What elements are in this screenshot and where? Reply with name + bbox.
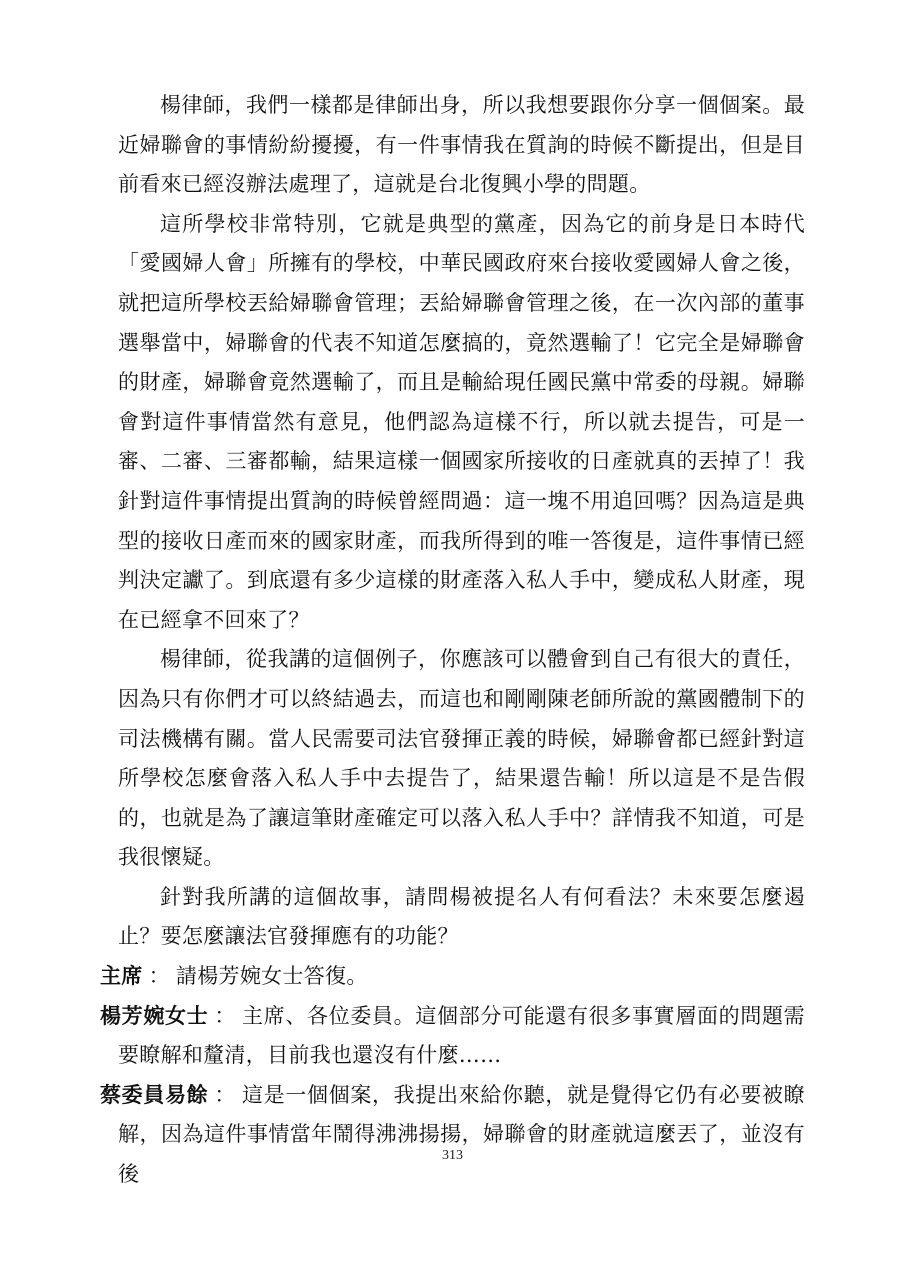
speaker-name: 楊芳婉女士 [100,1003,209,1028]
speech-legislator [100,1076,805,1195]
speech-chair [100,957,805,997]
paragraph-2: 這所學校非常特別，它就是典型的黨產，因為它的前身是日本時代「愛國婦人會」所擁有的學校，中華民國政府來台接收愛國婦人會之後，就把這所學校丟給婦聯會管理；丟給婦聯會管理之後，在一次內部的董事選舉當中，婦聯會的代表不知道怎麼搞的，竟然選輸了！它完全是婦聯會的財產，婦聯會竟然選輸了，而且是輸給現任國民黨中常委的母親。婦聯會對這件事情當然有意見，他們認為這樣不行，所以就去提告，可是一審、二審、三審都輸，結果這樣一個國家所接收的日產就真的丟掉了！我針對這件事情提出質詢的時候曾經問過：這一塊不用追回嗎？因為這是典型的接收日產而來的國家財產，而我所得到的唯一答復是，這件事情已經判決定讞了。到底還有多少這樣的財產落入私人手中，變成私人財產，現在已經拿不回來了？ [118,211,805,632]
speaker-name: 主席 [100,964,143,989]
speech-text: 請楊芳婉女士答復。 [175,964,368,989]
paragraph-1: 楊律師，我們一樣都是律師出身，所以我想要跟你分享一個個案。最近婦聯會的事情紛紛擾擾，有一件事情我在質詢的時候不斷提出，但是目前看來已經沒辦法處理了，這就是台北復興小學的問題。 [118,93,805,197]
speech-text: 主席、各位委員。這個部分可能還有很多事實層面的問題需要瞭解和釐清，目前我也還沒有什麼…… [118,1003,805,1068]
transcript-body [100,86,805,1195]
page-number: 313 [442,1148,463,1163]
speaker-colon: ： [148,964,170,989]
paragraph-3: 楊律師，從我講的這個例子，你應該可以體會到自己有很大的責任，因為只有你們才可以終結過去，而這也和剛剛陳老師所說的黨國體制下的司法機構有關。當人民需要司法官發揮正義的時候，婦聯會都已經針對這所學校怎麼會落入私人手中去提告了，結果還告輸！所以這是不是告假的，也就是為了讓這筆財產確定可以落入私人手中？詳情我不知道，可是我很懷疑。 [118,647,805,870]
speech-nominee [100,997,805,1076]
paragraph-4: 針對我所講的這個故事，請問楊被提名人有何看法？未來要怎麼遏止？要怎麼讓法官發揮應有的功能？ [118,884,805,949]
speaker-name: 蔡委員易餘 [100,1082,209,1107]
speaker-colon: ： [214,1082,237,1107]
speaker-colon: ： [214,1003,237,1028]
speech-text: 這是一個個案，我提出來給你聽，就是覺得它仍有必要被瞭解，因為這件事情當年鬧得沸沸揚揚，婦聯會的財產就這麼丟了，並沒有後 [118,1082,805,1187]
